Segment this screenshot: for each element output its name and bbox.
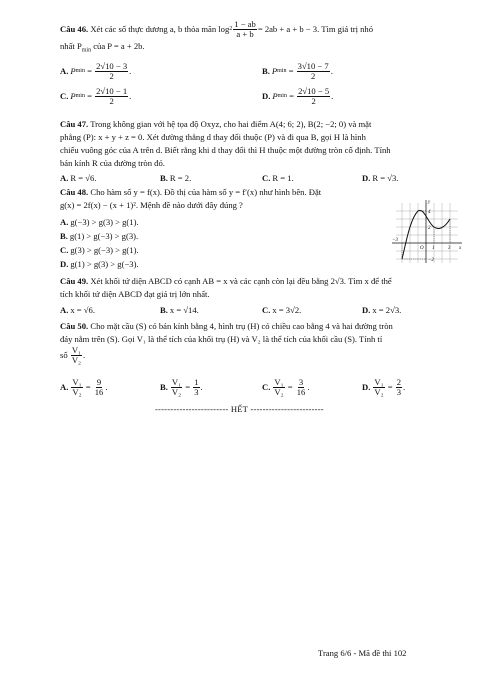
option-50-b[interactable]: B. $\frac{\text{V₁}}{\text{V₂}}$ = $\frac{1}{3}$ . bbox=[160, 377, 203, 397]
subscript: min bbox=[277, 68, 287, 74]
option-value bbox=[94, 378, 105, 397]
x-axis-label: x bbox=[459, 246, 462, 251]
option-letter: D. bbox=[262, 91, 271, 101]
fraction-numerator: 1 bbox=[194, 377, 199, 387]
option-ratio bbox=[171, 378, 182, 397]
option-letter: B. bbox=[160, 382, 168, 392]
option-letter: D. bbox=[362, 382, 371, 392]
option-lhs: P bbox=[271, 66, 278, 76]
option-47-b[interactable] bbox=[160, 172, 191, 185]
option-50-c[interactable]: C. $\frac{\text{V₁}}{\text{V₂}}$ = $\frac{3}{16}$ . bbox=[262, 377, 310, 397]
fraction-denominator: V₂ bbox=[71, 355, 82, 365]
fraction-denominator: V₂ bbox=[171, 387, 182, 397]
question-text-cont: = 2ab + a + b − 3. Tìm giá trị nhỏ bbox=[257, 24, 374, 34]
option-value bbox=[296, 378, 307, 397]
question-label: Câu 48. bbox=[60, 187, 89, 197]
option-48-d[interactable] bbox=[60, 258, 139, 271]
question-text-line2: tích khối tứ diện ABCD đạt giá trị lớn nhất. bbox=[60, 289, 210, 299]
option-50-a[interactable]: A. $\frac{\text{V₁}}{\text{V₂}}$ = $\frac{9}{16}$ . bbox=[60, 377, 108, 397]
tick-label-x3: 3 bbox=[448, 246, 451, 251]
question-text: Xét khối tứ diện ABCD có cạnh AB = x và các cạnh còn lại đều bằng 2√3. Tìm x để thể bbox=[90, 276, 392, 286]
fraction-numerator: V₁ bbox=[71, 345, 82, 355]
option-letter: A. bbox=[60, 66, 69, 76]
option-letter: D. bbox=[60, 259, 69, 269]
fraction-denominator: 16 bbox=[296, 387, 306, 397]
question-label: Câu 49. bbox=[60, 276, 89, 286]
option-letter: D. bbox=[362, 305, 371, 315]
option-46-c[interactable]: C. P min = $\frac{2√10 - 1}{2}$ . bbox=[60, 86, 132, 106]
option-ratio bbox=[71, 378, 82, 397]
question-text-line3: số bbox=[60, 350, 68, 360]
fraction-numerator: 9 bbox=[96, 377, 102, 387]
fraction-numerator: 1 − ab bbox=[234, 19, 256, 29]
option-lhs: P bbox=[70, 66, 76, 76]
option-letter: B. bbox=[160, 173, 168, 183]
option-text: g(−3) > g(3) > g(1). bbox=[70, 217, 139, 227]
question-text-line2: g(x) = 2f(x) − (x + 1)². Mệnh đề nào dưới đây đúng ? bbox=[60, 200, 243, 210]
option-text: x = 2√3. bbox=[372, 305, 402, 315]
fraction-denominator: 2 bbox=[109, 96, 114, 106]
option-text: x = √6. bbox=[70, 305, 95, 315]
subscript: min bbox=[75, 93, 85, 99]
question-text-line2: nhất P bbox=[60, 41, 82, 51]
option-49-d[interactable] bbox=[362, 304, 401, 317]
option-letter: C. bbox=[262, 382, 271, 392]
tick-label-x1: 1 bbox=[432, 246, 435, 251]
option-fraction bbox=[297, 62, 330, 81]
option-50-d[interactable]: D. $\frac{\text{V₁}}{\text{V₂}}$ = $\frac{2}{3}$ . bbox=[362, 377, 406, 397]
option-text: g(3) > g(−3) > g(1). bbox=[70, 245, 139, 255]
option-letter: A. bbox=[60, 305, 69, 315]
fraction-numerator: V₁ bbox=[72, 377, 82, 387]
fraction-denominator: a + b bbox=[236, 29, 254, 39]
option-letter: C. bbox=[60, 91, 69, 101]
question-text-line2: đáy nằm trên (S). Gọi V₁ là thể tích của khối trụ (H) và V₂ là thể tích của khối cầu (S). Tính tỉ bbox=[60, 334, 383, 344]
option-ratio bbox=[373, 378, 384, 397]
fraction-numerator: 3 bbox=[298, 377, 304, 387]
option-47-c[interactable] bbox=[262, 172, 294, 185]
question-text: Cho mặt cầu (S) có bán kính bằng 4, hình trụ (H) có chiều cao bằng 4 và hai đường tròn bbox=[90, 321, 393, 331]
subscript: min bbox=[81, 47, 92, 54]
page-footer: Trang 6/6 - Mã đề thi 102 bbox=[318, 648, 407, 658]
question-label: Câu 50. bbox=[60, 321, 89, 331]
option-46-b[interactable]: B. P min = $\frac{3√10 - 7}{2}$ . bbox=[262, 61, 333, 81]
y-axis-label: y bbox=[428, 200, 431, 205]
question-label: Câu 47. bbox=[60, 119, 89, 129]
option-letter: C. bbox=[60, 245, 69, 255]
tick-label-y2: 2 bbox=[428, 226, 431, 231]
derivative-graph bbox=[388, 197, 466, 267]
tick-label-ym2: −2 bbox=[428, 258, 434, 263]
option-letter: B. bbox=[60, 231, 68, 241]
question-text: Cho hàm số y = f(x). Đồ thị của hàm số y = f′(x) như hình bên. Đặt bbox=[90, 187, 322, 197]
fraction-numerator: V₁ bbox=[274, 377, 284, 387]
option-letter: D. bbox=[362, 173, 371, 183]
option-47-a[interactable] bbox=[60, 172, 96, 185]
option-text: R = 2. bbox=[169, 173, 192, 183]
option-letter: B. bbox=[160, 305, 168, 315]
option-text: R = √6. bbox=[70, 173, 97, 183]
fraction-numerator: 2√10 − 1 bbox=[96, 86, 128, 96]
question-47 bbox=[60, 118, 465, 170]
fraction-denominator: 2 bbox=[311, 71, 316, 81]
option-ratio bbox=[273, 378, 284, 397]
fraction-numerator: 2√10 − 3 bbox=[96, 61, 128, 71]
option-48-c[interactable] bbox=[60, 244, 139, 257]
option-fraction bbox=[95, 62, 128, 81]
option-text: g(1) > g(−3) > g(3). bbox=[69, 231, 139, 241]
question-text: Xét các số thực dương a, b thỏa mãn log bbox=[90, 24, 230, 34]
option-text: R = 1. bbox=[272, 173, 294, 183]
option-48-b[interactable] bbox=[60, 230, 138, 243]
option-letter: A. bbox=[60, 217, 69, 227]
fraction-numerator: 3√10 − 7 bbox=[297, 61, 329, 71]
tick-label-xm3: −3 bbox=[392, 238, 398, 243]
option-49-c[interactable] bbox=[262, 304, 301, 317]
fraction-denominator: 3 bbox=[396, 387, 402, 397]
option-49-b[interactable] bbox=[160, 304, 199, 317]
graph-grid bbox=[396, 203, 458, 263]
option-46-d[interactable]: D. P min = $\frac{2√10 - 5}{2}$ . bbox=[262, 86, 334, 106]
question-49 bbox=[60, 275, 465, 301]
question-46 bbox=[60, 20, 465, 58]
subscript: min bbox=[75, 68, 85, 74]
question-text: Trong không gian với hệ tọa độ Oxyz, cho hai điểm A(4; 6; 2), B(2; −2; 0) và mặt bbox=[90, 119, 372, 129]
option-text: x = √14. bbox=[169, 305, 199, 315]
fraction-denominator: V₂ bbox=[72, 387, 82, 397]
option-letter: C. bbox=[262, 305, 271, 315]
option-letter: A. bbox=[60, 382, 69, 392]
question-text-line3: chiếu vuông góc của A trên d. Biết rằng khi d thay đổi thì H thuộc một đường tròn cố định. Tính bbox=[60, 145, 391, 155]
option-value bbox=[193, 378, 199, 397]
fraction-denominator: 2 bbox=[109, 71, 114, 81]
option-text: g(1) > g(3) > g(−3). bbox=[70, 259, 139, 269]
option-value bbox=[396, 378, 402, 397]
question-label: Câu 46. bbox=[60, 24, 89, 34]
log-base: 2 bbox=[229, 26, 233, 32]
option-letter: A. bbox=[60, 173, 69, 183]
fraction-numerator: 2√10 − 5 bbox=[298, 86, 330, 96]
fraction-numerator: V₁ bbox=[171, 377, 182, 387]
question-text-line4: bán kính R của đường tròn đó. bbox=[60, 158, 165, 168]
end-marker: ------------------------ HẾT ------------------------ bbox=[155, 404, 324, 414]
option-fraction bbox=[95, 87, 128, 106]
subscript: min bbox=[277, 93, 287, 99]
option-lhs: P bbox=[70, 91, 76, 101]
option-text: x = 3√2. bbox=[272, 305, 302, 315]
option-letter: C. bbox=[262, 173, 271, 183]
question-text-line2: phẳng (P): x + y + z = 0. Xét đường thẳng d thay đổi thuộc (P) và đi qua B, gọi H là hình bbox=[60, 132, 366, 142]
option-fraction bbox=[297, 87, 330, 106]
question-50: Câu 50. Cho mặt cầu (S) có bán kính bằng 4, hình trụ (H) có chiều cao bằng 4 và hai đường tròn đáy nằm trên (S). Gọi V₁ là thể tích của khối trụ (H) và V₂ là thể tích của khối cầu (S). Tính tỉ số $\frac{\text{V₁}}{\text{V₂}}$ . bbox=[60, 320, 465, 365]
option-text: R = √3. bbox=[372, 173, 399, 183]
question-48 bbox=[60, 186, 390, 212]
fraction-denominator: 2 bbox=[311, 96, 316, 106]
option-46-a[interactable]: A. P min = $\frac{2√10 - 3}{2}$ . bbox=[60, 61, 132, 81]
option-47-d[interactable] bbox=[362, 172, 398, 185]
option-48-a[interactable] bbox=[60, 216, 139, 229]
option-49-a[interactable] bbox=[60, 304, 95, 317]
option-lhs: P bbox=[272, 91, 278, 101]
option-letter: B. bbox=[262, 66, 270, 76]
fraction-numerator: 2 bbox=[396, 377, 402, 387]
question-text-line2-rest: của P = a + 2b. bbox=[93, 41, 145, 51]
fraction-denominator: 3 bbox=[194, 387, 199, 397]
fraction-numerator: V₁ bbox=[374, 377, 384, 387]
origin-label: O bbox=[420, 246, 424, 251]
fraction-denominator: 16 bbox=[94, 387, 104, 397]
fraction-denominator: V₂ bbox=[374, 387, 384, 397]
fraction-denominator: V₂ bbox=[274, 387, 284, 397]
ratio-fraction bbox=[71, 346, 82, 365]
log-fraction bbox=[233, 20, 257, 39]
tick-label-y4: 4 bbox=[428, 210, 431, 215]
